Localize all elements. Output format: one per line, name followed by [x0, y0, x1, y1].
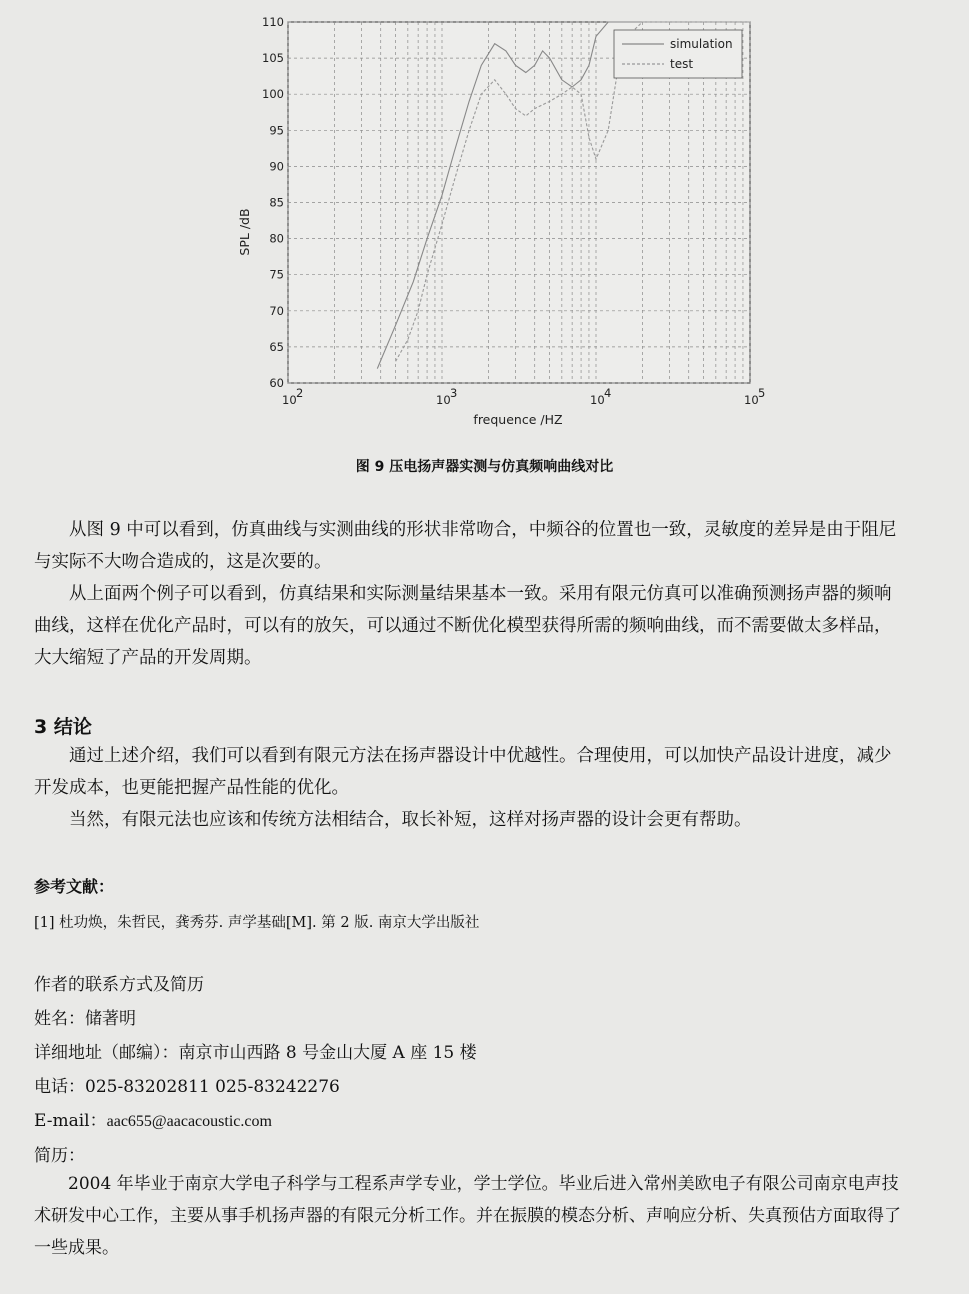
reference-item: [1] 杜功焕，朱哲民，龚秀芬. 声学基础[M]. 第 2 版. 南京大学出版社 — [34, 915, 480, 931]
x-tick-label: 10 — [282, 393, 297, 407]
paragraph: 从图 9 中可以看到，仿真曲线与实测曲线的形状非常吻合，中频谷的位置也一致，灵敏度的差异是由于阻尼与实际不大吻合造成的，这是次要的。 — [34, 520, 897, 572]
figure-caption: 图 9 压电扬声器实测与仿真频响曲线对比 — [355, 459, 614, 475]
frequency-response-chart — [0, 0, 969, 440]
email-label: E-mail： — [34, 1111, 107, 1131]
x-tick-label: 10 — [744, 393, 759, 407]
x-tick-label: 10 — [590, 393, 605, 407]
y-tick-label: 95 — [269, 123, 284, 138]
author-email — [34, 1104, 924, 1139]
chart-legend — [614, 30, 742, 78]
y-tick-label: 75 — [269, 267, 284, 282]
references-title: 参考文献： — [34, 877, 115, 896]
x-tick-exponent: 4 — [604, 386, 612, 400]
x-tick-exponent: 3 — [450, 386, 458, 400]
author-phone: 电话：025-83202811 025-83242276 — [34, 1077, 340, 1097]
bio-label: 简历： — [34, 1146, 85, 1166]
y-tick-label: 65 — [269, 339, 284, 354]
discussion-text — [34, 514, 906, 674]
y-tick-label: 110 — [262, 15, 284, 29]
author-bio — [34, 1168, 909, 1264]
legend-label-simulation: simulation — [670, 37, 733, 51]
y-tick-label: 90 — [269, 159, 284, 174]
paragraph: 通过上述介绍，我们可以看到有限元方法在扬声器设计中优越性。合理使用，可以加快产品设计进度，减少开发成本，也更能把握产品性能的优化。 — [34, 746, 892, 798]
x-axis-label: frequence /HZ — [473, 412, 563, 427]
x-tick-exponent: 2 — [296, 386, 304, 400]
y-tick-label: 80 — [269, 231, 284, 246]
y-tick-label: 100 — [262, 87, 284, 102]
author-section-title: 作者的联系方式及简历 — [34, 975, 204, 995]
author-name: 姓名：储著明 — [34, 1009, 136, 1029]
author-address: 详细地址（邮编）：南京市山西路 8 号金山大厦 A 座 15 楼 — [34, 1043, 477, 1063]
y-axis-label: SPL /dB — [237, 208, 252, 256]
legend-label-test: test — [670, 57, 694, 71]
y-tick-label: 105 — [262, 51, 284, 66]
y-tick-label: 70 — [269, 303, 284, 318]
x-tick-label: 10 — [436, 393, 451, 407]
email-value: aac655@aacacoustic.com — [106, 1113, 272, 1130]
author-info — [34, 968, 924, 1173]
section-heading-conclusion: 3 结论 — [34, 716, 92, 738]
paragraph: 当然，有限元法也应该和传统方法相结合，取长补短，这样对扬声器的设计会更有帮助。 — [69, 810, 752, 830]
paragraph: 从上面两个例子可以看到，仿真结果和实际测量结果基本一致。采用有限元仿真可以准确预测扬声器的频响曲线，这样在优化产品时，可以有的放矢，可以通过不断优化模型获得所需的频响曲线，而不需要做太多样品，大大缩短了产品的开发周期。 — [34, 584, 892, 668]
bio-text: 2004 年毕业于南京大学电子科学与工程系声学专业，学士学位。毕业后进入常州美欧电子有限公司南京电声技术研发中心工作，主要从事手机扬声器的有限元分析工作。并在振膜的模态分析、声响应分析、失真预估方面取得了一些成果。 — [34, 1174, 901, 1258]
x-tick-exponent: 5 — [758, 386, 766, 400]
y-tick-label: 60 — [269, 376, 284, 390]
conclusion-text — [34, 740, 906, 836]
y-tick-label: 85 — [269, 195, 284, 210]
